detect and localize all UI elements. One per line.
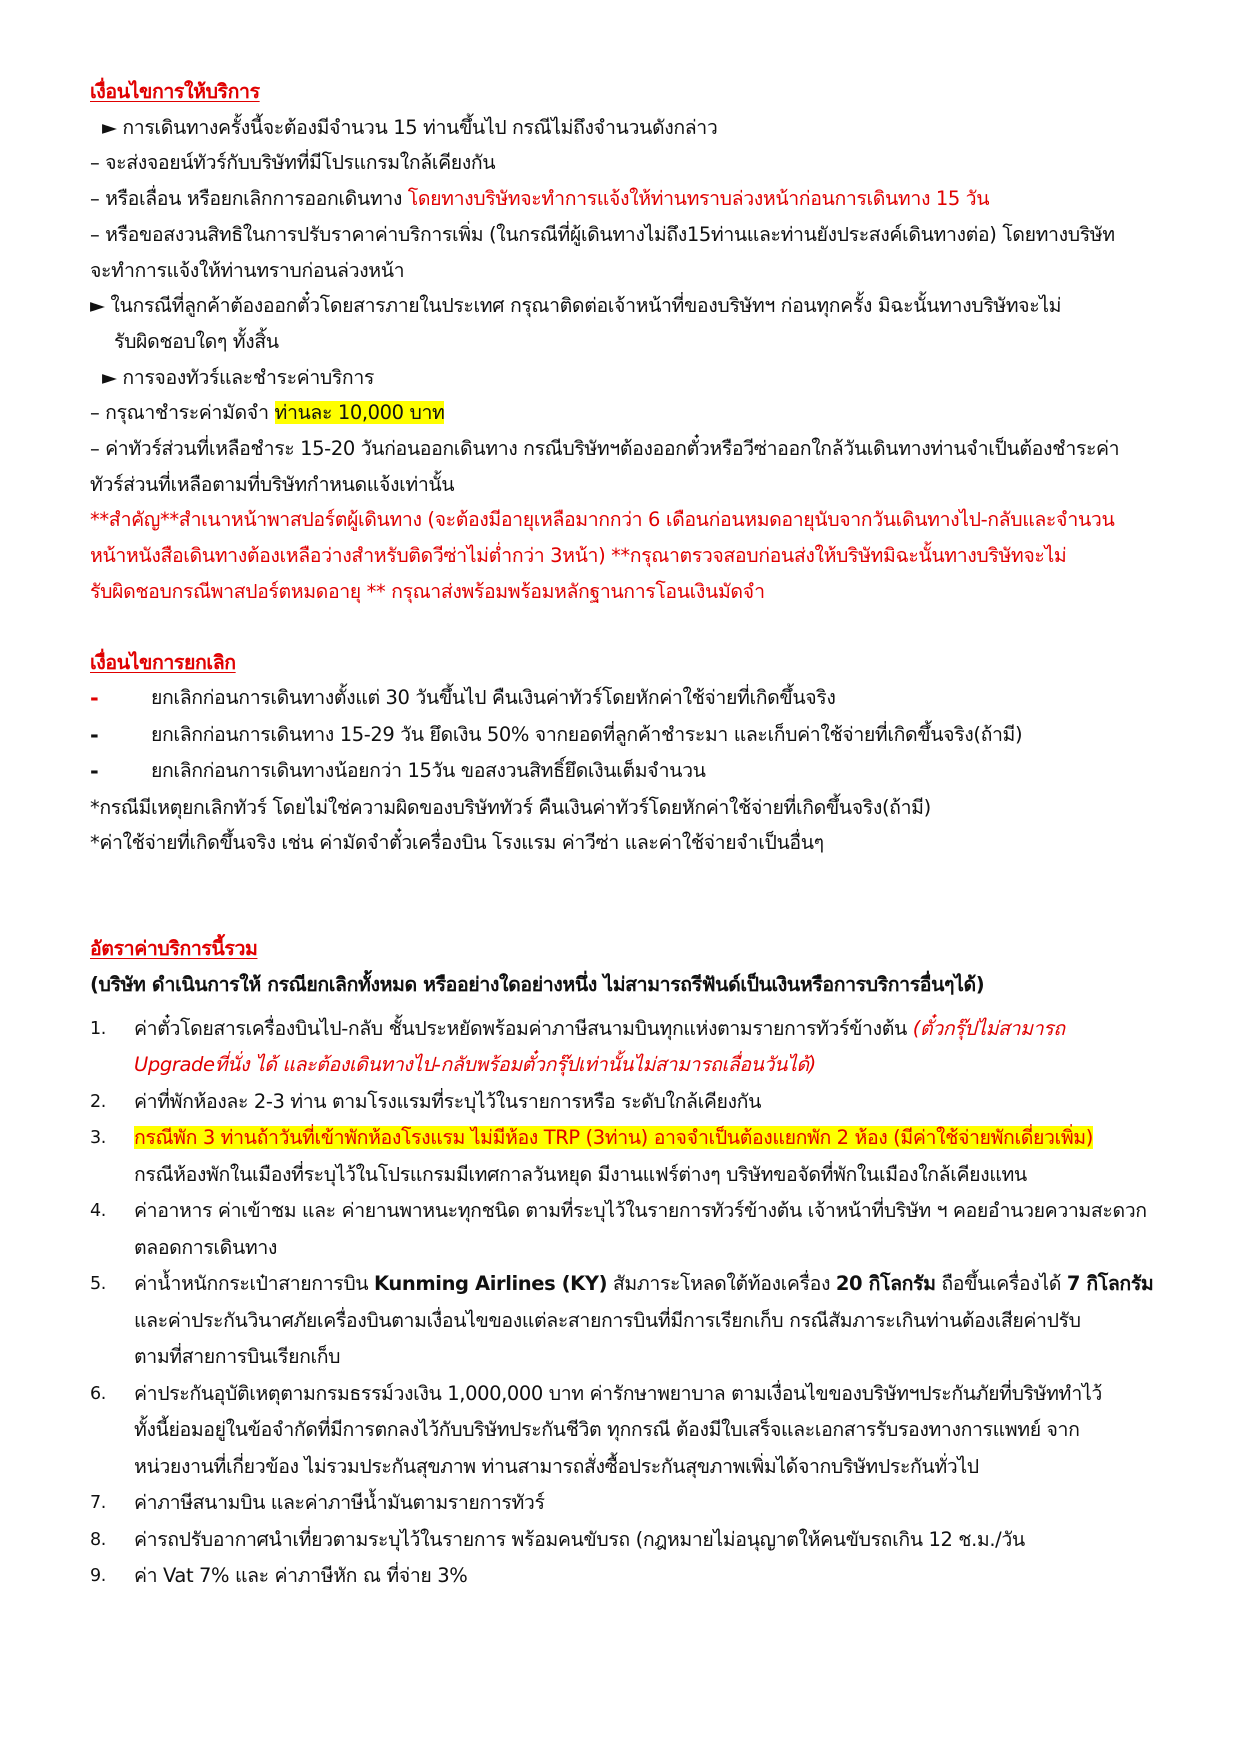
text-span: – กรุณาชำระค่ามัดจำ [90,401,275,425]
spacer [90,861,1180,931]
item-text: ค่าที่พักห้องละ 2-3 ท่าน ตามโรงแรมที่ระบุไว้ในรายการหรือ ระดับใกล้เคียงกัน [134,1089,761,1113]
red-text-span: โดยทางบริษัทจะทำการแจ้งให้ท่านทราบล่วงหน้าก่อนการเดินทาง 15 วัน [407,187,990,211]
item-number: 1. [90,1018,106,1039]
item-text [134,1266,1180,1376]
included-item [90,1376,1180,1486]
included-item [90,1120,1180,1193]
dash-bullet: - [90,686,99,711]
text-span: ค่าน้ำหนักกระเป๋าสายการบิน [134,1272,375,1296]
item-number: 5. [90,1274,106,1295]
text-span: – หรือเลื่อน หรือยกเลิกการออกเดินทาง [90,187,408,211]
item-text [134,1376,1180,1486]
dash-bullet: - [90,759,99,784]
item-text: ค่า Vat 7% และ ค่าภาษีหัก ณ ที่จ่าย 3% [134,1564,468,1588]
item-text [134,1011,1180,1084]
item-number: 6. [90,1383,106,1404]
cancellation-note: *ค่าใช้จ่ายที่เกิดขึ้นจริง เช่น ค่ามัดจำตั๋วเครื่องบิน โรงแรม ค่าวีซ่า และค่าใช้จ่ายจำเป็นอื่นๆ [90,831,824,855]
text-span: และค่าประกันวินาศภัยเครื่องบินตามเงื่อนไขของแต่ละสายการบินที่มีการเรียกเก็บ กรณีสัมภาระเกินท่านต้องเสียค่าปรับ [134,1308,1081,1332]
item-number: 7. [90,1493,106,1514]
document-content [90,74,1180,1595]
item-text: ค่ารถปรับอากาศนำเที่ยวตามระบุไว้ในรายการ พร้อมคนขับรถ (กฎหมายไม่อนุญาตให้คนขับรถเกิน 12 ช.ม./วัน [134,1527,1025,1551]
included-item [90,1558,1180,1595]
item-number: 3. [90,1128,106,1149]
cancellation-text: ยกเลิกก่อนการเดินทาง 15-29 วัน ยึดเงิน 50% จากยอดที่ลูกค้าชำระมา และเก็บค่าใช้จ่ายที่เกิดขึ้นจริง(ถ้ามี) [151,722,1023,746]
item-text [134,1120,1180,1193]
important-passport-note: หน้าหนังสือเดินทางต้องเหลือว่างสำหรับติดวีซ่าไม่ต่ำกว่า 3หน้า) **กรุณาตรวจสอบก่อนส่งให้บริษัทมิฉะนั้นทางบริษัทจะไม่ [90,544,1067,568]
service-conditions-heading: เงื่อนไขการให้บริการ [90,80,260,103]
text-span: ค่าอาหาร ค่าเข้าชม และ ค่ายานพาหนะทุกชนิด ตามที่ระบุไว้ในรายการทัวร์ข้างต้น เจ้าหน้าที่บริษัท ฯ คอยอำนวยความสะดวก [134,1199,1147,1223]
red-italic-span: Upgradeที่นั่ง ได้ และต้องเดินทางไป-กลับพร้อมตั๋วกรุ๊ปเท่านั้นไม่สามารถเลื่อนวันได้) [134,1053,816,1077]
text-span: ทั้งนี้ย่อมอยู่ในข้อจำกัดที่มีการตกลงไว้กับบริษัทประกันชีวิต ทุกกรณี ต้องมีใบเสร็จและเอกสารรับรองทางการแพทย์ จาก [134,1418,1080,1442]
dash-bullet: - [90,722,99,747]
text-span: สัมภาระโหลดใต้ท้องเครื่อง [607,1272,836,1296]
highlighted-deposit-amount: ท่านละ 10,000 บาท [274,401,445,425]
included-item [90,1485,1180,1522]
cancellation-text: ยกเลิกก่อนการเดินทางน้อยกว่า 15วัน ขอสงวนสิทธิ์ยึดเงินเต็มจำนวน [151,759,706,783]
bold-weight-span: 7 กิโลกรัม [1066,1272,1154,1296]
included-item [90,1193,1180,1266]
cancellation-conditions-heading: เงื่อนไขการยกเลิก [90,650,236,674]
cancellation-note: *กรณีมีเหตุยกเลิกทัวร์ โดยไม่ใช่ความผิดของบริษัททัวร์ คืนเงินค่าทัวร์โดยหักค่าใช้จ่ายที่เกิดขึ้นจริง(ถ้ามี) [90,795,931,819]
important-passport-note: รับผิดชอบกรณีพาสปอร์ตหมดอายุ ** กรุณาส่งพร้อมพร้อมหลักฐานการโอนเงินมัดจำ [90,579,765,603]
included-item [90,1084,1180,1121]
continuation-line: รับผิดชอบใดๆ ทั้งสิ้น [114,329,279,353]
item-number: 8. [90,1529,106,1550]
item-text [134,1193,1180,1266]
continuation-line: ทัวร์ส่วนที่เหลือตามที่บริษัทกำหนดแจ้งเท่านั้น [90,472,455,496]
important-passport-note: **สำคัญ**สำเนาหน้าพาสปอร์ตผู้เดินทาง (จะต้องมีอายุเหลือมากกว่า 6 เดือนก่อนหมดอายุนับจากวันเดินทางไป-กลับและจำนวน [90,508,1115,532]
item-number: 4. [90,1201,106,1222]
text-span: ค่าประกันอุบัติเหตุตามกรมธรรม์วงเงิน 1,000,000 บาท ค่ารักษาพยาบาล ตามเงื่อนไขของบริษัทฯประกันภัยที่บริษัททำไว้ [134,1381,1102,1405]
cancellation-item [90,680,1180,717]
text-span: ตลอดการเดินทาง [134,1235,278,1259]
arrow-paragraph: ► การจองทัวร์และชำระค่าบริการ [102,365,374,389]
cancellation-item [90,717,1180,754]
price-includes-heading: อัตราค่าบริการนี้รวม [90,937,258,961]
arrow-paragraph: ► การเดินทางครั้งนี้จะต้องมีจำนวน 15 ท่านขึ้นไป กรณีไม่ถึงจำนวนดังกล่าว [102,115,718,139]
item-number: 9. [90,1566,106,1587]
bold-airline-span: Kunming Airlines (KY) [374,1272,608,1296]
red-italic-span: (ตั๋วกรุ๊ปไม่สามารถ [912,1016,1065,1040]
dash-paragraph: – หรือขอสงวนสิทธิในการปรับราคาค่าบริการเพิ่ม (ในกรณีที่ผู้เดินทางไม่ถึง15ท่านและท่านยังประสงค์เดินทางต่อ) โดยทางบริษัท [90,222,1115,246]
arrow-paragraph: ► ในกรณีที่ลูกค้าต้องออกตั๋วโดยสารภายในประเทศ กรุณาติดต่อเจ้าหน้าที่ของบริษัทฯ ก่อนทุกครั้ง มิฉะนั้นทางบริษัทจะไม่ [90,294,1062,318]
dash-paragraph [90,395,1180,431]
text-span: หน่วยงานที่เกี่ยวข้อง ไม่รวมประกันสุขภาพ ท่านสามารถสั่งซื้อประกันสุขภาพเพิ่มได้จากบริษัทประกันทั่วไป [134,1454,979,1478]
text-span: ถือขึ้นเครื่องได้ [935,1272,1067,1296]
highlighted-red-span: กรณีพัก 3 ท่านถ้าวันที่เข้าพักห้องโรงแรม ไม่มีห้อง TRP (3ท่าน) อาจจำเป็นต้องแยกพัก 2 ห้อง (มีค่าใช้จ่ายพักเดี่ยวเพิ่ม) [134,1126,1093,1150]
text-span: ตามที่สายการบินเรียกเก็บ [134,1345,341,1369]
dash-paragraph: – จะส่งจอยน์ทัวร์กับบริษัทที่มีโปรแกรมใกล้เคียงกัน [90,151,496,175]
text-span: ค่าตั๋วโดยสารเครื่องบินไป-กลับ ชั้นประหยัดพร้อมค่าภาษีสนามบินทุกแห่งตามรายการทัวร์ข้างต้น [134,1016,913,1040]
text-span: กรณีห้องพักในเมืองที่ระบุไว้ในโปรแกรมมีเทศกาลวันหยุด มีงานแฟร์ต่างๆ บริษัทขอจัดที่พักในเมืองใกล้เคียงแทน [134,1162,1027,1186]
continuation-line: จะทำการแจ้งให้ท่านทราบก่อนล่วงหน้า [90,258,405,282]
item-text: ค่าภาษีสนามบิน และค่าภาษีน้ำมันตามรายการทัวร์ [134,1491,545,1515]
price-includes-subheading: (บริษัท ดำเนินการให้ กรณียกเลิกทั้งหมด หรืออย่างใดอย่างหนึ่ง ไม่สามารถรีฟันด์เป็นเงินหรือการบริการอื่นๆได้) [90,972,985,996]
included-item [90,1522,1180,1559]
bold-weight-span: 20 กิโลกรัม [835,1272,936,1296]
spacer [90,610,1180,645]
included-item [90,1011,1180,1084]
cancellation-item [90,753,1180,790]
item-number: 2. [90,1091,106,1112]
text-line [134,1266,1180,1303]
included-item [90,1266,1180,1376]
dash-paragraph: – ค่าทัวร์ส่วนที่เหลือชำระ 15-20 วันก่อนออกเดินทาง กรณีบริษัทฯต้องออกตั๋วหรือวีซ่าออกใกล้วันเดินทางท่านจำเป็นต้องชำระค่า [90,437,1120,461]
dash-paragraph [90,181,1180,217]
cancellation-text: ยกเลิกก่อนการเดินทางตั้งแต่ 30 วันขึ้นไป คืนเงินค่าทัวร์โดยหักค่าใช้จ่ายที่เกิดขึ้นจริง [151,686,836,710]
